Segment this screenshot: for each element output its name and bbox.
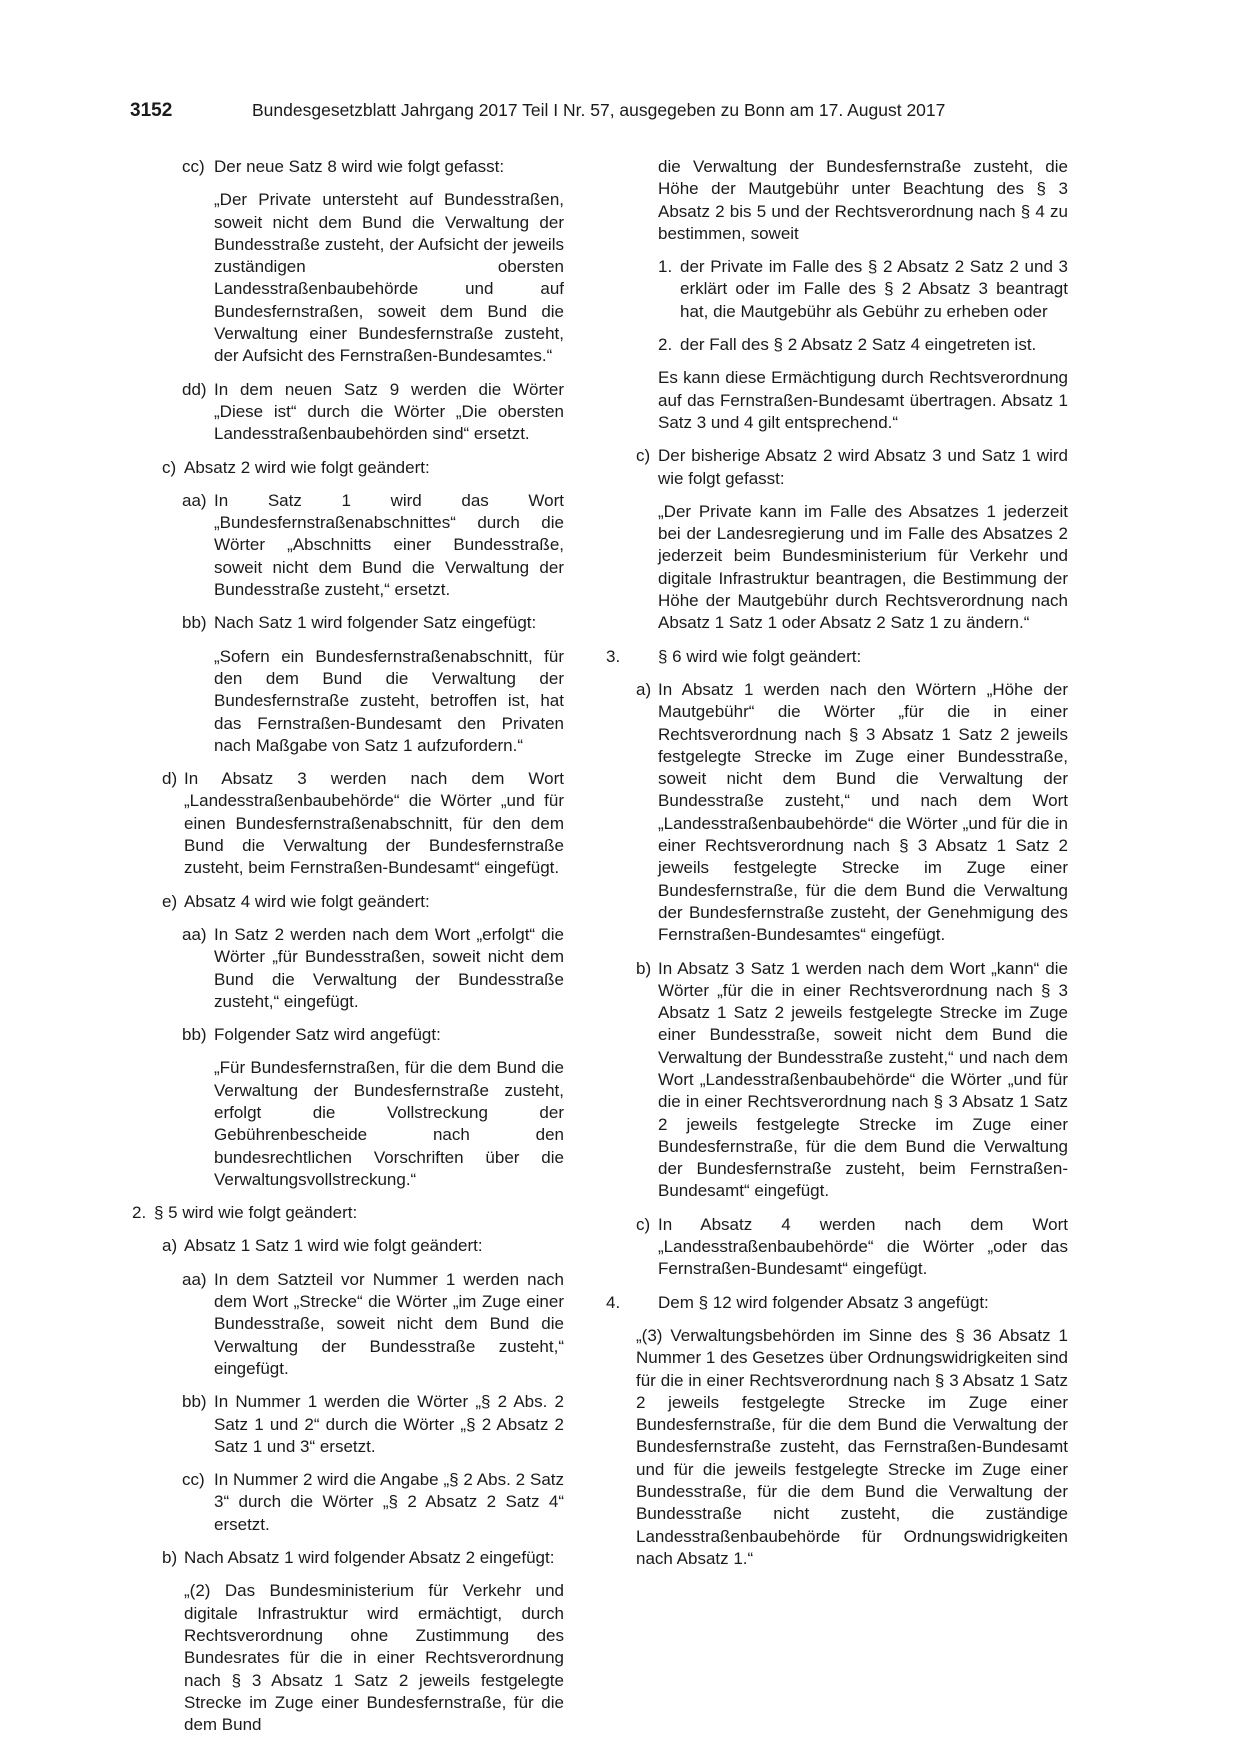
quote-absatz-3: „Der Private kann im Falle des Absatzes 1 jederzeit bei der Landesregierung und im Falle des Absatzes 2 jederzeit beim Bundesministerium für Verkehr und digitale Infrastruktur beantragen, die Bestimmung der Höhe der Mautgebühr durch Rechtsverordnung nach Absatz 1 Satz 1 oder Absatz 2 Satz 1 zu ändern.“ xyxy=(658,501,1068,633)
item-2-a-bb: bb) In Nummer 1 werden die Wörter „§ 2 Abs. 2 Satz 1 und 2“ durch die Wörter „§ 2 Absatz 2 Satz 1 und 3“ ersetzt. xyxy=(182,1392,564,1456)
item-e-aa: aa) In Satz 2 werden nach dem Wort „erfolgt“ die Wörter „für Bundesstraßen, soweit nicht dem Bund die Verwaltung der Bundesstraße zusteht,“ eingefügt. xyxy=(182,924,564,1011)
item-2-a-cc: cc) In Nummer 2 wird die Angabe „§ 2 Abs. 2 Satz 3“ durch die Wörter „§ 2 Absatz 2 Satz 4“ ersetzt. xyxy=(182,1470,564,1534)
item-c-aa: aa) In Satz 1 wird das Wort „Bundesfernstraßenabschnittes“ durch die Wörter „Abschnitts einer Bundesstraße, soweit nicht dem Bund die Verwaltung der Bundesstraße zusteht,“ ersetzt. xyxy=(182,490,564,600)
right-column xyxy=(606,156,1068,1581)
item-e: e) Absatz 4 wird wie folgt geändert: xyxy=(162,891,430,911)
quote-c-bb: „Sofern ein Bundesfernstraßenabschnitt, für den dem Bund die Verwaltung der Bundesfernstraße zusteht, betroffen ist, hat das Fernstraßen-Bundesamt den Privaten nach Maßgabe von Satz 1 aufzufordern.“ xyxy=(214,646,564,755)
item-2: 2. § 5 wird wie folgt geändert: xyxy=(132,1203,358,1223)
list-item-1: 1. der Private im Falle des § 2 Absatz 2 Satz 2 und 3 erklärt oder im Falle des § 2 Absatz 3 beantragt hat, die Mautgebühr als Gebühr zu erheben oder xyxy=(658,257,1068,321)
quote-satz-8: „Der Private untersteht auf Bundesstraßen, soweit nicht dem Bund die Verwaltung der Bundesstraße zusteht, der Aufsicht der jeweils zuständigen obersten Landesstraßenbaubehörde und auf Bundesfernstraßen, soweit dem Bund die Verwaltung einer Bundesfernstraße zusteht, der Aufsicht des Fernstraßen-Bundesamtes.“ xyxy=(214,190,564,366)
item-3-b: b) In Absatz 3 Satz 1 werden nach dem Wort „kann“ die Wörter „für die in einer Rechtsverordnung nach § 3 Absatz 1 Satz 2 jeweils festgelegte Strecke im Zuge einer Bundesstraße, soweit nicht dem Bund die Verwaltung der Bundesstraße zusteht,“ und nach dem Wort „Landesstraßenbaubehörde“ die Wörter „und für die in einer Rechtsverordnung nach § 3 Absatz 1 Satz 2 jeweils festgelegte Strecke im Zuge einer Bundesfernstraße, für die dem Bund die Verwaltung der Bundesfernstraße zusteht, beim Fernstraßen-Bundesamt“ eingefügt. xyxy=(636,958,1068,1201)
item-3: 3. § 6 wird wie folgt geändert: xyxy=(606,646,862,666)
quote-e-bb: „Für Bundesfernstraßen, für die dem Bund die Verwaltung der Bundesfernstraße zusteht, erfolgt die Vollstreckung der Gebührenbescheide nach den bundesrechtlichen Vorschriften über die Verwaltungsvollstreckung.“ xyxy=(214,1058,564,1189)
item-3-a: a) In Absatz 1 werden nach den Wörtern „Höhe der Mautgebühr“ die Wörter „für die in einer Rechtsverordnung nach § 3 Absatz 1 Satz 2 jeweils festgelegte Strecke im Zuge einer Bundesstraße, soweit nicht dem Bund die Verwaltung der Bundesstraße zusteht,“ und nach dem Wort „Landesstraßenbaubehörde“ die Wörter „und für die in einer Rechtsverordnung nach § 3 Absatz 1 Satz 2 jeweils festgelegte Strecke im Zuge einer Bundesfernstraße, für die dem Bund die Verwaltung der Bundesfernstraße zusteht, der Genehmigung des Fernstraßen-Bundesamtes“ eingefügt. xyxy=(636,679,1068,945)
quote-absatz-3-ordnungswidrigkeiten: „(3) Verwaltungsbehörden im Sinne des § 36 Absatz 1 Nummer 1 des Gesetzes über Ordnungswidrigkeiten sind für die in einer Rechtsverordnung nach § 3 Absatz 1 Satz 2 jeweils festgelegte Strecke im Zuge einer Bundesfernstraße, für die dem Bund die Verwaltung der Bundesfernstraße zusteht, das Fernstraßen-Bundesamt und für die jeweils festgelegte Strecke im Zuge einer Bundesstraße, für die dem Bund die Verwaltung der Bundesstraße nicht zusteht, die zuständige Landesstraßenbaubehörde für Ordnungswidrigkeiten nach Absatz 1.“ xyxy=(636,1325,1068,1568)
item-e-bb: bb) Folgender Satz wird angefügt: xyxy=(182,1025,441,1045)
delegation-paragraph: Es kann diese Ermächtigung durch Rechtsverordnung auf das Fernstraßen-Bundesamt übertragen. Absatz 1 Satz 3 und 4 gilt entsprechend.“ xyxy=(658,368,1068,432)
page-number: 3152 xyxy=(130,100,173,121)
item-4: 4. Dem § 12 wird folgender Absatz 3 angefügt: xyxy=(606,1292,989,1312)
item-2-a: a) Absatz 1 Satz 1 wird wie folgt geändert: xyxy=(162,1236,483,1256)
item-3-c: c) In Absatz 4 werden nach dem Wort „Landesstraßenbaubehörde“ die Wörter „oder das Fernstraßen-Bundesamt“ eingefügt. xyxy=(636,1214,1068,1279)
quote-absatz-2: „(2) Das Bundesministerium für Verkehr und digitale Infrastruktur wird ermächtigt, durch Rechtsverordnung ohne Zustimmung des Bundesrates für die in einer Rechtsverordnung nach § 3 Absatz 1 Satz 2 jeweils festgelegte Strecke im Zuge einer Bundesfernstraße, für die dem Bund xyxy=(184,1581,564,1735)
item-c-right: c) Der bisherige Absatz 2 wird Absatz 3 und Satz 1 wird wie folgt gefasst: xyxy=(636,446,1068,488)
page-header xyxy=(130,100,1110,122)
item-2-a-aa: aa) In dem Satzteil vor Nummer 1 werden nach dem Wort „Strecke“ die Wörter „im Zuge einer Bundesstraße, soweit nicht dem Bund die Verwaltung der Bundesstraße zusteht,“ eingefügt. xyxy=(182,1269,564,1378)
gazette-title: Bundesgesetzblatt Jahrgang 2017 Teil I Nr. 57, ausgegeben zu Bonn am 17. August 2017 xyxy=(252,100,946,120)
item-c-bb: bb) Nach Satz 1 wird folgender Satz eingefügt: xyxy=(182,613,537,633)
left-column xyxy=(132,156,564,1747)
quote-absatz-2-continued: die Verwaltung der Bundesfernstraße zusteht, die Höhe der Mautgebühr unter Beachtung des § 3 Absatz 2 bis 5 und der Rechtsverordnung nach § 4 zu bestimmen, soweit xyxy=(658,157,1068,243)
item-d: d) In Absatz 3 werden nach dem Wort „Landesstraßenbaubehörde“ die Wörter „und für einen Bundesfernstraßenabschnitt, für den dem Bund die Verwaltung der Bundesfernstraße zusteht, beim Fernstraßen-Bundesamt“ eingefügt. xyxy=(162,769,564,878)
list-item-2: 2. der Fall des § 2 Absatz 2 Satz 4 eingetreten ist. xyxy=(658,335,1037,355)
item-2-b: b) Nach Absatz 1 wird folgender Absatz 2 eingefügt: xyxy=(162,1548,555,1568)
item-c: c) Absatz 2 wird wie folgt geändert: xyxy=(162,457,430,477)
item-dd: dd) In dem neuen Satz 9 werden die Wörter „Diese ist“ durch die Wörter „Die obersten Landesstraßenbaubehörden sind“ ersetzt. xyxy=(182,379,564,444)
item-cc: cc) Der neue Satz 8 wird wie folgt gefasst: xyxy=(182,157,505,176)
